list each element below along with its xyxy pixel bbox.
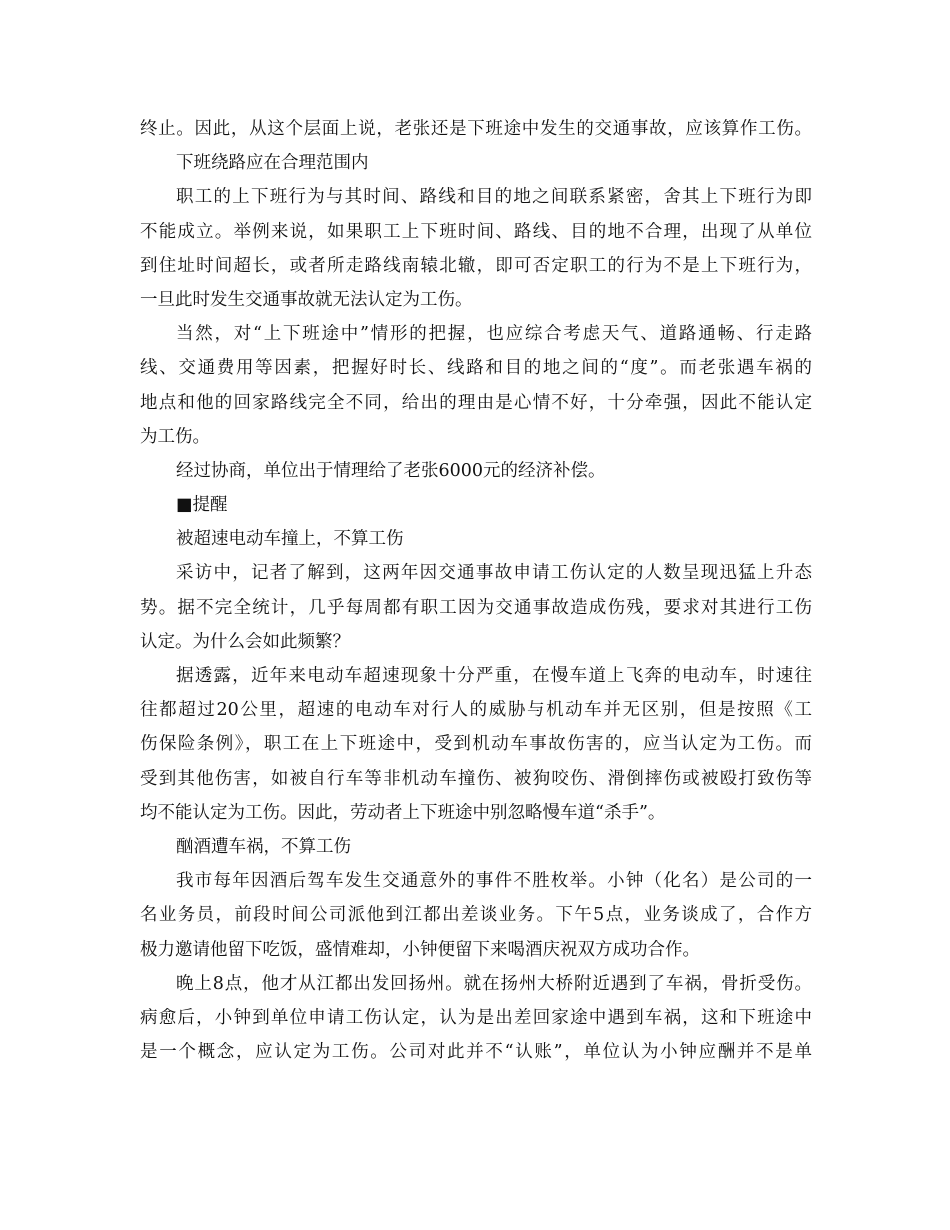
text-line: 为工伤。 — [140, 426, 210, 447]
text-line: 当然，对“上下班途中”情形的把握，也应综合考虑天气、道路通畅、行走路 — [176, 324, 812, 345]
section-heading: 酗酒遭车祸，不算工伤 — [176, 836, 351, 857]
section-marker: ■提醒 — [176, 495, 228, 516]
text-line: 势。据不完全统计，几乎每周都有职工因为交通事故造成伤残，要求对其进行工伤 — [140, 597, 812, 618]
text-line: 职工的上下班行为与其时间、路线和目的地之间联系紧密，舍其上下班行为即 — [176, 187, 812, 208]
text-line: 经过协商，单位出于情理给了老张6000元的经济补偿。 — [176, 460, 606, 481]
text-line: 受到其他伤害，如被自行车等非机动车撞伤、被狗咬伤、滑倒摔伤或被殴打致伤等 — [140, 768, 812, 789]
text-line: 是一个概念，应认定为工伤。公司对此并不“认账”，单位认为小钟应酬并不是单 — [140, 1042, 812, 1063]
text-line: 地点和他的回家路线完全不同，给出的理由是心情不好，十分牵强，因此不能认定 — [140, 392, 812, 413]
article-body — [140, 112, 812, 1069]
text-line: 晚上8点，他才从江都出发回扬州。就在扬州大桥附近遇到了车祸，骨折受伤。 — [176, 973, 812, 994]
text-line: 认定。为什么会如此频繁？ — [140, 631, 350, 652]
text-line: 均不能认定为工伤。因此，劳动者上下班途中别忽略慢车道“杀手”。 — [140, 802, 666, 823]
text-line: 病愈后，小钟到单位申请工伤认定，认为是出差回家途中遇到车祸，这和下班途中 — [140, 1007, 812, 1028]
text-line: 伤保险条例》，职工在上下班途中，受到机动车事故伤害的，应当认定为工伤。而 — [140, 734, 812, 755]
text-line: 我市每年因酒后驾车发生交通意外的事件不胜枚举。小钟（化名）是公司的一 — [176, 871, 812, 892]
section-heading: 下班绕路应在合理范围内 — [176, 153, 369, 174]
text-line: 名业务员，前段时间公司派他到江都出差谈业务。下午5点，业务谈成了，合作方 — [140, 905, 812, 926]
text-line: 终止。因此，从这个层面上说，老张还是下班途中发生的交通事故，应该算作工伤。 — [140, 119, 812, 139]
text-line: 采访中，记者了解到，这两年因交通事故申请工伤认定的人数呈现迅猛上升态 — [176, 563, 812, 584]
text-line: 线、交通费用等因素，把握好时长、线路和目的地之间的“度”。而老张遇车祸的 — [140, 358, 812, 379]
text-line: 极力邀请他留下吃饭，盛情难却，小钟便留下来喝酒庆祝双方成功合作。 — [140, 939, 700, 960]
text-line: 往都超过20公里，超速的电动车对行人的威胁与机动车并无区别，但是按照《工 — [140, 700, 812, 721]
text-line: 一旦此时发生交通事故就无法认定为工伤。 — [140, 289, 473, 310]
section-heading: 被超速电动车撞上，不算工伤 — [176, 529, 404, 550]
text-line: 据透露，近年来电动车超速现象十分严重，在慢车道上飞奔的电动车，时速往 — [176, 666, 812, 686]
text-line: 不能成立。举例来说，如果职工上下班时间、路线、目的地不合理，出现了从单位 — [140, 221, 812, 242]
text-line: 到住址时间超长，或者所走路线南辕北辙，即可否定职工的行为不是上下班行为， — [140, 255, 812, 276]
